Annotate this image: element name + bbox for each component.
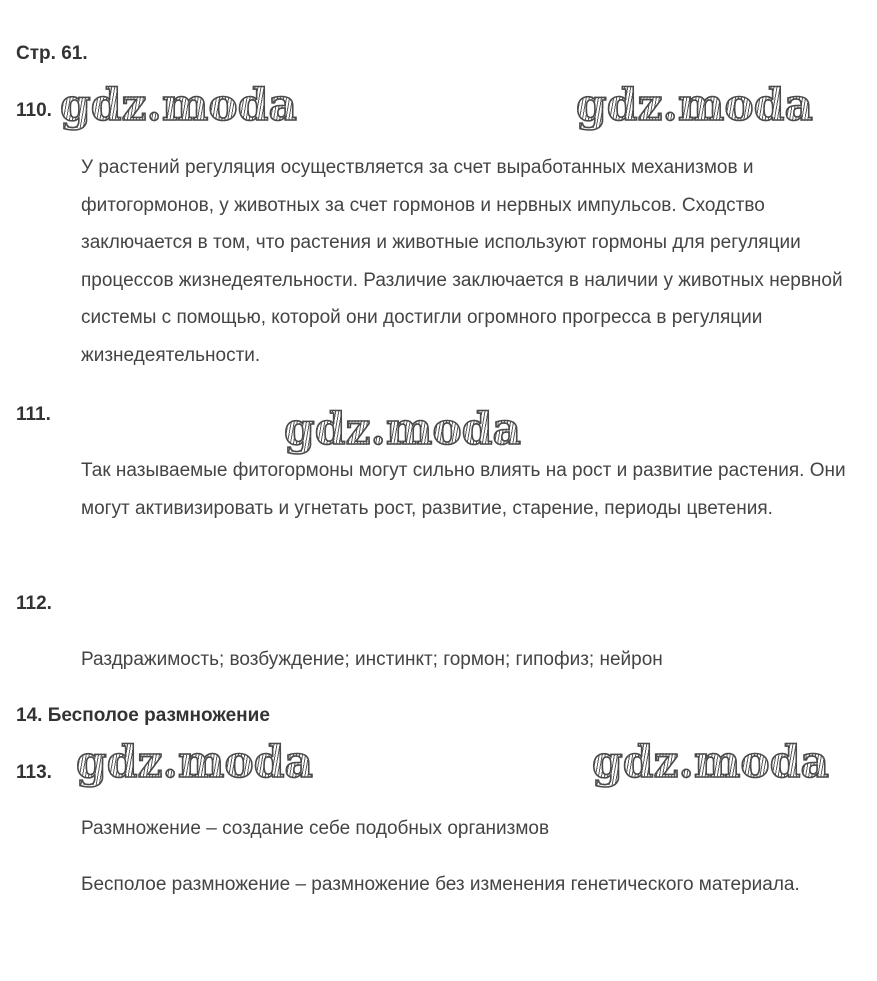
answer-111-text: Так называемые фитогормоны могут сильно влиять на рост и развитие растения. Они могут активизировать и угнетать рост, развитие, старение, периоды цветения. (81, 460, 846, 519)
watermark-logo: gdz.moda (76, 737, 314, 788)
section-title: 14. Бесполое размножение (16, 705, 270, 726)
question-number-112: 112. (16, 593, 52, 614)
watermark-logo: gdz.moda (284, 404, 522, 455)
watermark-logo: gdz.moda (592, 737, 830, 788)
answer-113-text-1: Размножение – создание себе подобных организмов (81, 818, 550, 839)
watermark-logo: gdz.moda (60, 80, 298, 131)
question-number-111: 111. (16, 404, 51, 425)
question-number-110: 110. (16, 100, 52, 121)
question-number-113: 113. (16, 762, 52, 783)
answer-112-text: Раздражимость; возбуждение; инстинкт; гормон; гипофиз; нейрон (81, 649, 663, 670)
answer-110-text: У растений регуляция осуществляется за счет выработанных механизмов и фитогормонов, у животных за счет гормонов и нервных импульсов. Сходство заключается в том, что растения и животные используют гормоны для регуляции процессов жизнедеятельности. Различие заключается в наличии у животных нервной системы с помощью, которой они достигли огромного прогресса в регуляции жизнедеятельности. (81, 157, 843, 366)
answer-113-text-2: Бесполое размножение – размножение без изменения генетического материала. (81, 874, 800, 895)
watermark-logo: gdz.moda (576, 80, 814, 131)
page-label: Стр. 61. (16, 43, 88, 64)
